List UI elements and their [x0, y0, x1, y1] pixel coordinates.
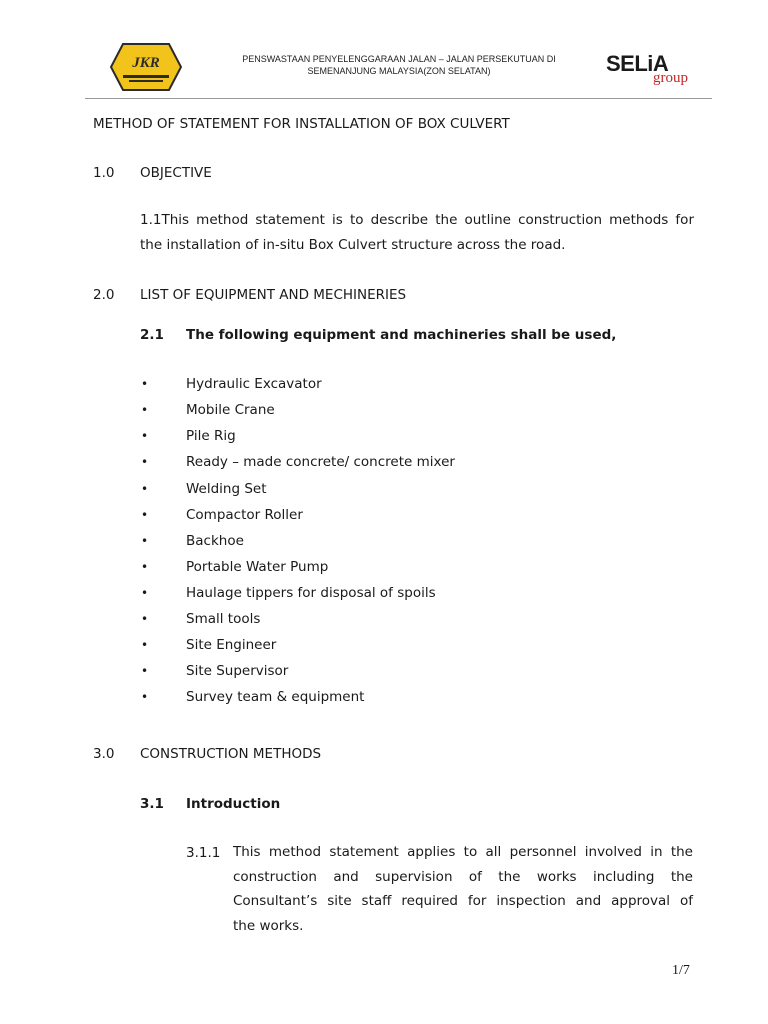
- equipment-item: Compactor Roller: [186, 507, 303, 523]
- clause-3-1-1-line-2: construction and supervision of the works including the: [233, 869, 693, 885]
- bullet-marker: •: [141, 403, 149, 417]
- clause-3-1-1-number: 3.1.1: [186, 845, 221, 861]
- objective-line-2: the installation of in-situ Box Culvert structure across the road.: [140, 237, 566, 253]
- objective-line-1: 1.1This method statement is to describe the outline construction methods for: [140, 212, 694, 228]
- bullet-marker: •: [141, 377, 149, 391]
- section-1-title: OBJECTIVE: [140, 165, 212, 181]
- jkr-logo-text: JKR: [132, 55, 160, 71]
- equipment-item: Welding Set: [186, 481, 267, 497]
- subsection-2-1-number: 2.1: [140, 327, 164, 343]
- clause-3-1-1-line-1: This method statement applies to all personnel involved in the: [233, 844, 693, 860]
- header-title-line2: SEMENANJUNG MALAYSIA(ZON SELATAN): [307, 66, 491, 76]
- page-number: 1/7: [672, 963, 690, 978]
- section-2-number: 2.0: [93, 287, 115, 303]
- bullet-marker: •: [141, 664, 149, 678]
- equipment-item: Backhoe: [186, 533, 244, 549]
- equipment-item: Site Engineer: [186, 637, 277, 653]
- bullet-marker: •: [141, 508, 149, 522]
- equipment-item: Small tools: [186, 611, 261, 627]
- equipment-item: Pile Rig: [186, 428, 236, 444]
- bullet-marker: •: [141, 638, 149, 652]
- header-title: [215, 53, 583, 77]
- clause-3-1-1-line-3: Consultant’s site staff required for inspection and approval of: [233, 893, 693, 909]
- equipment-item: Site Supervisor: [186, 663, 289, 679]
- bullet-marker: •: [141, 534, 149, 548]
- equipment-item: Mobile Crane: [186, 402, 275, 418]
- section-2-title: LIST OF EQUIPMENT AND MECHINERIES: [140, 287, 407, 303]
- equipment-item: Hydraulic Excavator: [186, 376, 322, 392]
- equipment-item: Haulage tippers for disposal of spoils: [186, 585, 436, 601]
- header-title-line1: PENSWASTAAN PENYELENGGARAAN JALAN – JALAN PERSEKUTUAN DI: [242, 54, 556, 64]
- bullet-marker: •: [141, 455, 149, 469]
- subsection-2-1-title: The following equipment and machineries shall be used,: [186, 327, 617, 343]
- bullet-marker: •: [141, 560, 149, 574]
- equipment-item: Ready – made concrete/ concrete mixer: [186, 454, 455, 470]
- section-1-number: 1.0: [93, 165, 115, 181]
- bullet-marker: •: [141, 482, 149, 496]
- equipment-item: Portable Water Pump: [186, 559, 329, 575]
- bullet-marker: •: [141, 429, 149, 443]
- equipment-item: Survey team & equipment: [186, 689, 365, 705]
- section-3-number: 3.0: [93, 746, 115, 762]
- clause-3-1-1-line-4: the works.: [233, 918, 304, 934]
- bullet-marker: •: [141, 690, 149, 704]
- selia-group-logo: [606, 52, 706, 92]
- bullet-marker: •: [141, 586, 149, 600]
- section-3-title: CONSTRUCTION METHODS: [140, 746, 322, 762]
- document-title: METHOD OF STATEMENT FOR INSTALLATION OF BOX CULVERT: [93, 116, 510, 132]
- subsection-3-1-title: Introduction: [186, 796, 281, 812]
- selia-logo-word: SELiA: [606, 51, 669, 76]
- header-divider: [85, 98, 712, 99]
- selia-logo-sub: group: [653, 70, 688, 86]
- subsection-3-1-number: 3.1: [140, 796, 164, 812]
- jkr-logo: [109, 42, 183, 92]
- bullet-marker: •: [141, 612, 149, 626]
